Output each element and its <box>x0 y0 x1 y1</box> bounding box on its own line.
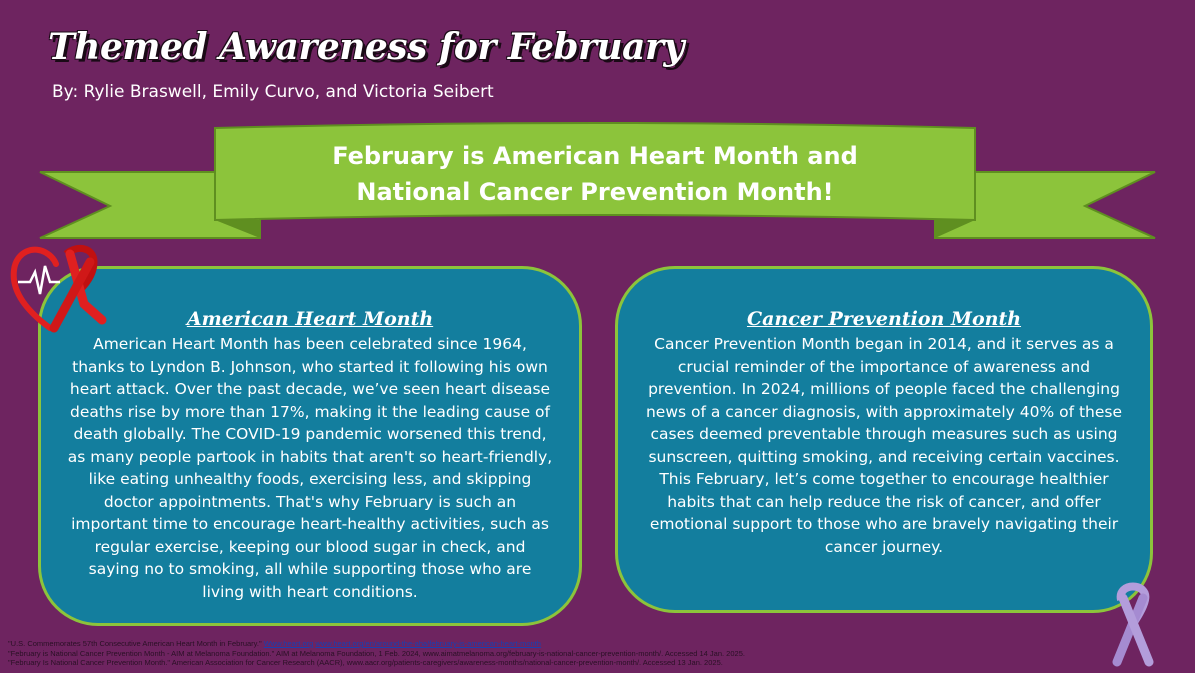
references <box>8 639 1098 668</box>
banner-text <box>215 138 975 210</box>
banner-line-2: National Cancer Prevention Month! <box>356 178 834 206</box>
cancer-month-heading: Cancer Prevention Month <box>746 308 1022 330</box>
reference-1-link-page[interactable]: www.heart.org/en/around-the-aha/february-is-american-heart-month <box>315 639 541 648</box>
byline: By: Rylie Braswell, Emily Curvo, and Victoria Seibert <box>52 82 494 102</box>
heart-ecg-ribbon-icon <box>10 240 110 335</box>
reference-2: "February is National Cancer Prevention Month - AIM at Melanoma Foundation." AIM at Melanoma Foundation, 1 Feb. 2024, www.aimatmelanoma.org/february-is-national-cancer-prevention-month/. Accessed 14 Jan. 2025. <box>8 648 745 658</box>
reference-1: "U.S. Commemorates 57th Consecutive American Heart Month in February." Www.heart.org www.heart.org/en/around-the-aha/february-is-american-heart-month <box>8 639 541 648</box>
reference-3: "February Is National Cancer Prevention Month." American Association for Cancer Research (AACR), www.aacr.org/patients-caregivers/awareness-months/national-cancer-prevention-month/. Accessed 13 Jan. 2025. <box>8 658 723 667</box>
reference-1-link-home[interactable]: Www.heart.org <box>263 639 314 648</box>
cancer-month-body: Cancer Prevention Month began in 2014, and it serves as a crucial reminder of the importance of awareness and prevention. In 2024, millions of people faced the challenging news of a cancer diagnosis, with approximately 40% of these cases deemed preventable through measures such as using sunscreen, quitting smoking, and receiving certain vaccines. This February, let’s come together to encourage healthier habits that can help reduce the risk of cancer, and offer emotional support to those who are bravely navigating their cancer journey. <box>645 335 1123 556</box>
heart-month-heading: American Heart Month <box>186 308 434 330</box>
banner-line-1: February is American Heart Month and <box>332 142 858 170</box>
cancer-month-card <box>615 266 1153 613</box>
heart-month-card <box>38 266 582 626</box>
heart-month-body: American Heart Month has been celebrated since 1964, thanks to Lyndon B. Johnson, who started it following his own heart attack. Over the past decade, we’ve seen heart disease deaths rise by more than 17%, making it the leading cause of death globally. The COVID-19 pandemic worsened this trend, as many people partook in habits that aren't so heart-friendly, like eating unhealthy foods, exercising less, and skipping doctor appointments. That's why February is such an important time to encourage heart-healthy activities, such as regular exercise, keeping our blood sugar in check, and saying no to smoking, all while supporting those who are living with heart conditions. <box>67 335 553 601</box>
page-title: Themed Awareness for February <box>48 26 684 68</box>
purple-awareness-ribbon-icon <box>1103 570 1163 670</box>
